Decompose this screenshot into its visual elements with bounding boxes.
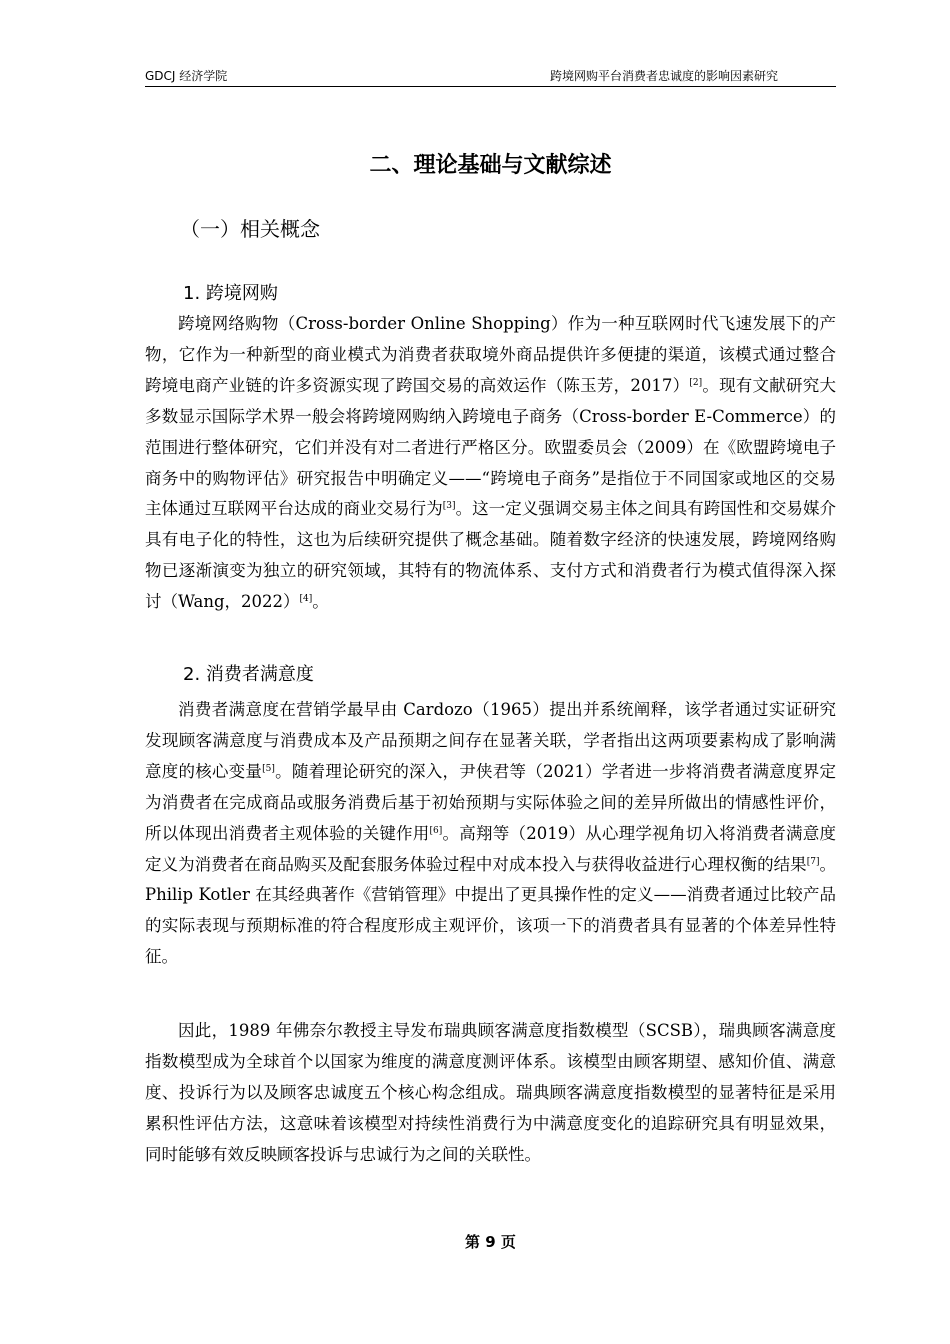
paragraph-cross-border-shopping: [145, 309, 836, 618]
citation-ref-7: [7]: [806, 856, 820, 867]
chapter-title: 二、理论基础与文献综述: [369, 153, 612, 178]
running-header: [145, 66, 836, 87]
text-segment: 跨境网络购物（Cross-border Online Shopping）作为一种互联网时代飞速发展下的产物，它作为一种新型的商业模式为消费者获取境外商品提供许多便捷的渠道，该模式通过整合跨境电商产业链的许多资源实现了跨国交易的高效运作（陈玉芳，2017）: [145, 314, 836, 395]
paragraph-scsb-model: 因此，1989 年佛奈尔教授主导发布瑞典顾客满意度指数模型（SCSB），瑞典顾客满意度指数模型成为全球首个以国家为维度的满意度测评体系。该模型由顾客期望、感知价值、满意度、投诉行为以及顾客忠诚度五个核心构念组成。瑞典顾客满意度指数模型的显著特征是采用累积性评估方法，这意味着该模型对持续性消费行为中满意度变化的追踪研究具有明显效果，同时能够有效反映顾客投诉与忠诚行为之间的关联性。: [145, 1021, 836, 1164]
citation-ref-2: [2]: [689, 377, 703, 388]
text-segment: 。Philip Kotler 在其经典著作《营销管理》中提出了更具操作性的定义——消费者通过比较产品的实际表现与预期标准的符合程度形成主观评价，该项一下的消费者具有显著的个体差异性特征。: [145, 854, 837, 967]
citation-ref-5: [5]: [262, 763, 275, 774]
citation-ref-3: [3]: [442, 501, 456, 512]
page-number: 第 9 页: [465, 1233, 516, 1251]
citation-ref-6: [6]: [429, 825, 443, 836]
citation-ref-4: [4]: [299, 594, 313, 605]
text-segment: 。现有文献研究大多数显示国际学术界一般会将跨境网购纳入跨境电子商务（Cross-border E-Commerce）的范围进行整体研究，它们并没有对二者进行严格区分。欧盟委员会（2009）在《欧盟跨境电子商务中的购物评估》研究报告中明确定义——“跨境电子商务”是指位于不同国家或地区的交易主体通过互联网平台达成的商业交易行为: [145, 375, 836, 519]
text-segment: 。这一定义强调交易主体之间具有跨国性和交易媒介具有电子化的特性，这也为后续研究提供了概念基础。随着数字经济的快速发展，跨境网络购物已逐渐演变为独立的研究领域，其特有的物流体系、支付方式和消费者行为模式值得深入探讨（Wang，2022）: [145, 499, 837, 612]
paragraph-consumer-satisfaction: [145, 695, 836, 973]
section-title: （一）相关概念: [180, 217, 320, 241]
subsection-title-satisfaction: 2. 消费者满意度: [183, 664, 314, 685]
text-segment: 。: [312, 592, 329, 612]
header-thesis-title: 跨境网购平台消费者忠诚度的影响因素研究: [549, 69, 778, 83]
text-segment: 。随着理论研究的深入，尹侠君等（2021）学者进一步将消费者满意度界定为消费者在完成商品或服务消费后基于初始预期与实际体验之间的差异所做出的情感性评价，所以体现出消费者主观体验的关键作用: [145, 761, 837, 843]
text-segment: 。高翔等（2019）从心理学视角切入将消费者满意度定义为消费者在商品购买及配套服务体验过程中对成本投入与获得收益进行心理权衡的结果: [145, 823, 837, 874]
header-institution: GDCJ 经济学院: [145, 69, 228, 83]
subsection-title-cross-border: 1. 跨境网购: [183, 283, 278, 304]
text-segment: 消费者满意度在营销学最早由 Cardozo（1965）提出并系统阐释，该学者通过实证研究发现顾客满意度与消费成本及产品预期之间存在显著关联，学者指出这两项要素构成了影响满意度的核心变量: [145, 700, 836, 781]
